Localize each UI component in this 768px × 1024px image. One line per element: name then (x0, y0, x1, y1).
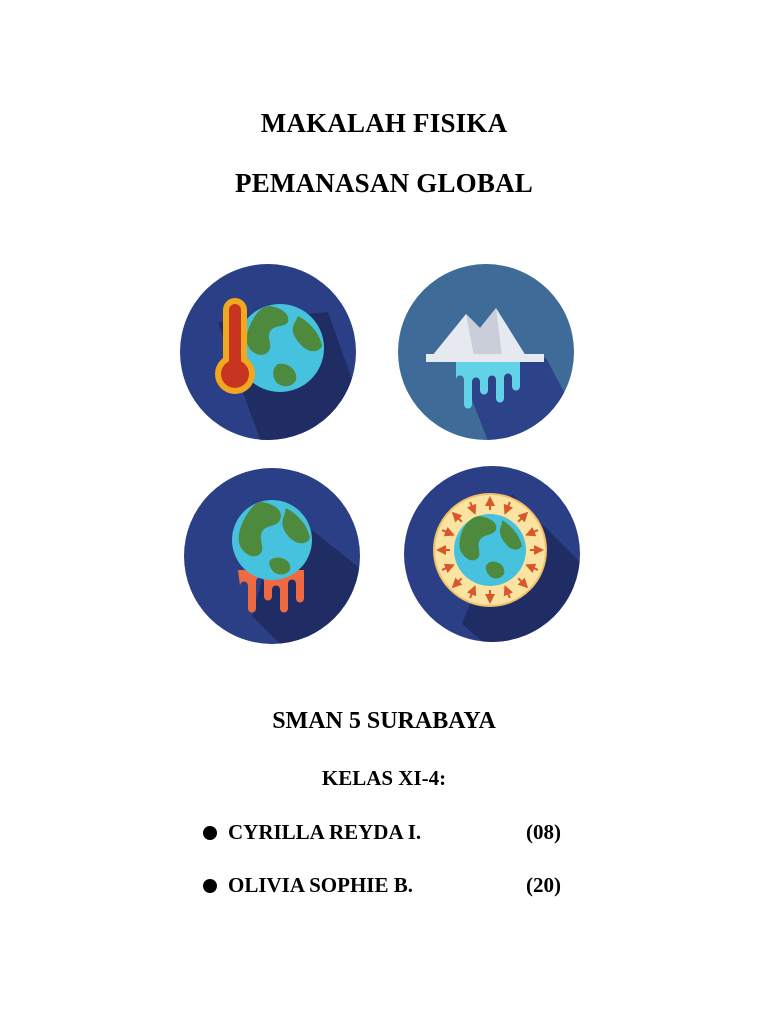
bullet-icon (203, 879, 217, 893)
document-title: MAKALAH FISIKA (260, 108, 508, 138)
member-list-item (200, 820, 580, 850)
class-label: KELAS XI-4: (321, 766, 447, 790)
member-number: (20) (526, 873, 561, 897)
earth-heat-radiation-icon (402, 464, 582, 644)
member-name: OLIVIA SOPHIE B. (228, 873, 413, 897)
melting-glacier-icon (396, 262, 576, 442)
bullet-icon (203, 826, 217, 840)
member-list-item (200, 873, 580, 903)
document-subtitle: PEMANASAN GLOBAL (235, 168, 533, 198)
member-name: CYRILLA REYDA I. (228, 820, 422, 844)
earth-thermometer-icon (178, 262, 358, 442)
school-name: SMAN 5 SURABAYA (272, 708, 496, 734)
member-number: (08) (526, 820, 561, 844)
melting-earth-icon (182, 466, 362, 646)
